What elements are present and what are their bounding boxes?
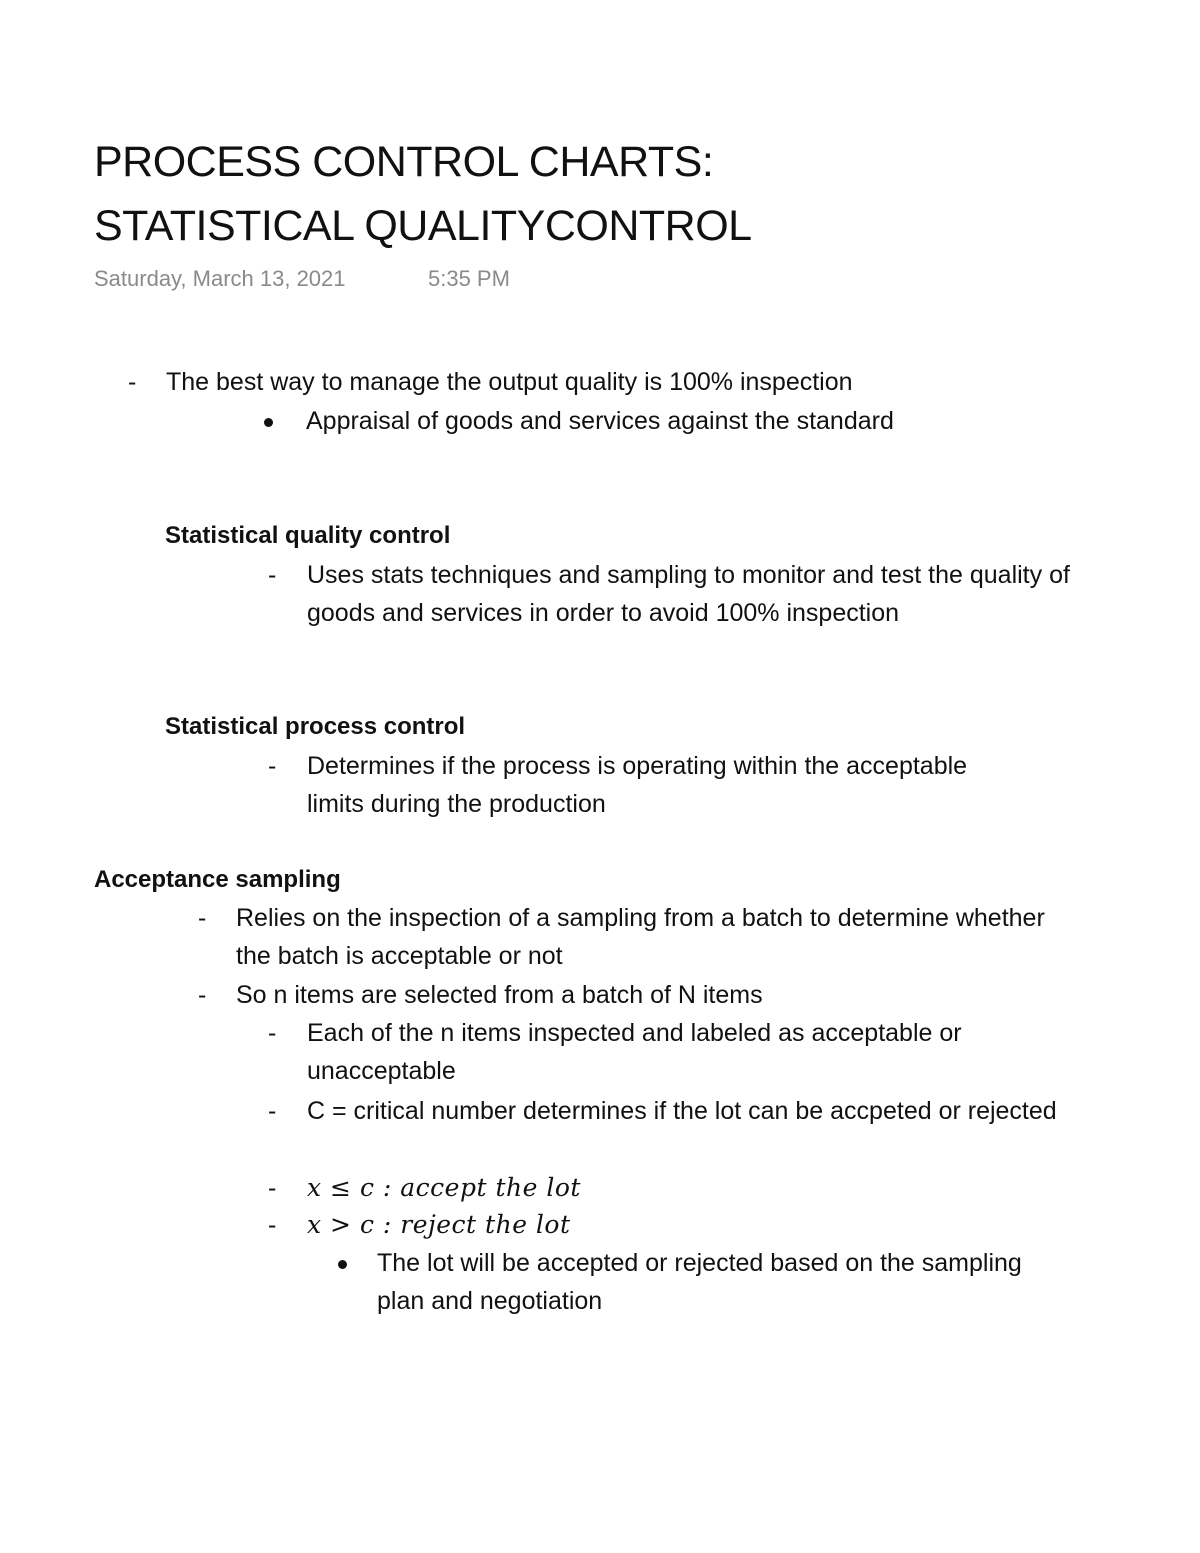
page-title-line-1: PROCESS CONTROL CHARTS: <box>94 138 714 186</box>
dash-bullet: - <box>128 368 137 396</box>
acceptance-item-1: Relies on the inspection of a sampling from a batch to determine whether the batch is acceptable or not <box>236 904 1045 970</box>
acceptance-heading: Acceptance sampling <box>94 866 341 893</box>
dash-bullet: - <box>268 1211 277 1239</box>
round-bullet-icon <box>264 418 273 427</box>
acceptance-note: The lot will be accepted or rejected based on the sampling plan and negotiation <box>377 1249 1022 1315</box>
dash-bullet: - <box>268 561 277 589</box>
dash-bullet: - <box>268 752 277 780</box>
dash-bullet: - <box>198 904 207 932</box>
acceptance-sub-1: Each of the n items inspected and labeled as acceptable or unacceptable <box>307 1019 962 1085</box>
acceptance-sub-2: C = critical number determines if the lot can be accpeted or rejected <box>307 1097 1057 1125</box>
spc-heading: Statistical process control <box>165 713 466 740</box>
dash-bullet: - <box>268 1019 277 1047</box>
sqc-heading: Statistical quality control <box>165 522 451 549</box>
page-time: 5:35 PM <box>428 266 510 291</box>
acceptance-item-2: So n items are selected from a batch of N items <box>236 981 763 1009</box>
page-date: Saturday, March 13, 2021 <box>94 266 346 291</box>
sqc-text: Uses stats techniques and sampling to monitor and test the quality of goods and services in order to avoid 100% inspection <box>307 561 1070 627</box>
dash-bullet: - <box>268 1174 277 1202</box>
accept-rule: x ≤ c : accept the lot <box>307 1173 581 1202</box>
page-title-line-2: STATISTICAL QUALITYCONTROL <box>94 202 752 250</box>
reject-rule: x > c : reject the lot <box>307 1210 571 1239</box>
dash-bullet: - <box>268 1097 277 1125</box>
spc-text: Determines if the process is operating within the acceptable limits during the production <box>307 752 968 818</box>
intro-text: The best way to manage the output quality is 100% inspection <box>166 368 853 396</box>
round-bullet-icon <box>338 1260 347 1269</box>
intro-sub-text: Appraisal of goods and services against the standard <box>306 407 894 435</box>
dash-bullet: - <box>198 981 207 1009</box>
